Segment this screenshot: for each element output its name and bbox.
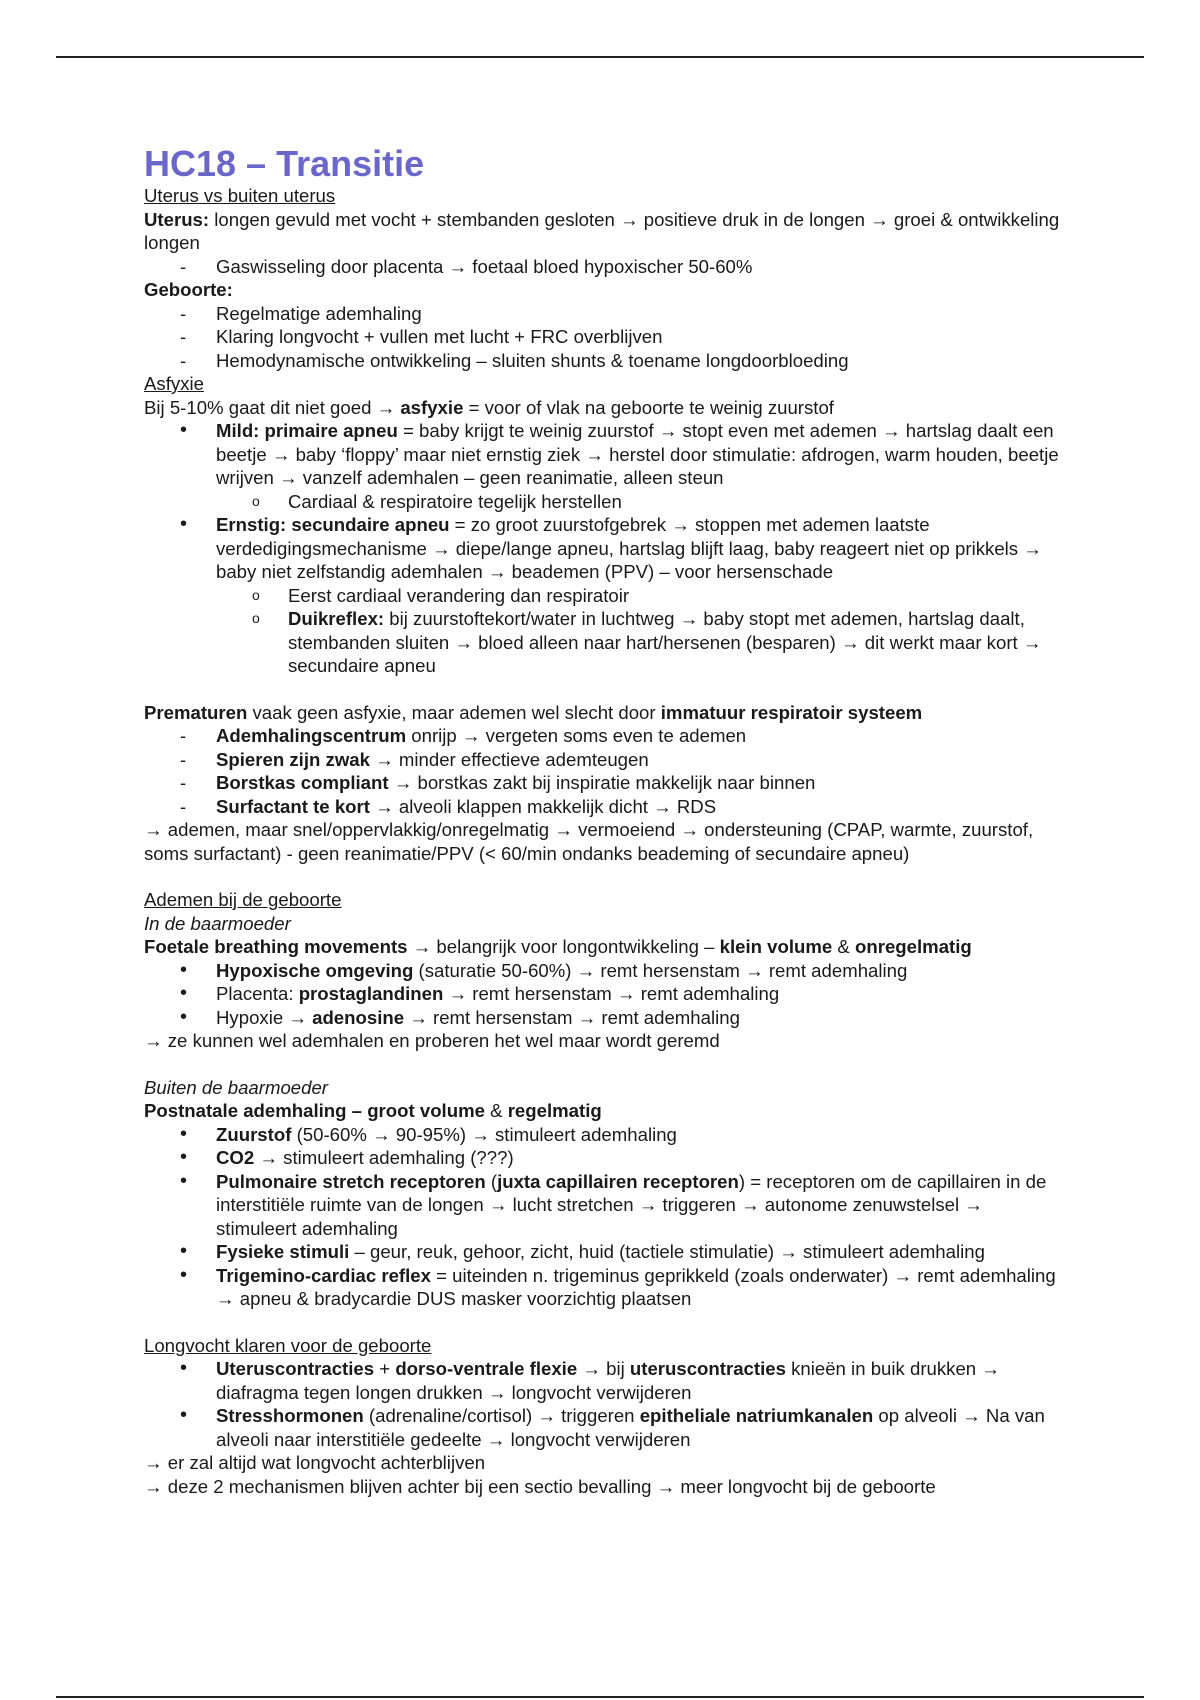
list-item: • Zuurstof (50-60% → 90-95%) → stimuleert ademhaling [144, 1123, 1064, 1147]
sub-list-item: o Cardiaal & respiratoire tegelijk herstellen [144, 490, 1064, 514]
paragraph-postnatale: Postnatale ademhaling – groot volume & regelmatig [144, 1100, 602, 1121]
subheading-in-baarmoeder: In de baarmoeder [144, 912, 291, 934]
list-item: • Stresshormonen (adrenaline/cortisol) → triggeren epitheliale natriumkanalen op alveoli → Na van alveoli naar interstitiële gedeelte → longvocht verwijderen [144, 1404, 1064, 1451]
paragraph-in-baarmoeder-conclusion: → ze kunnen wel ademhalen en proberen het wel maar wordt geremd [144, 1030, 720, 1051]
list-item: • Hypoxie → adenosine → remt hersenstam → remt ademhaling [144, 1006, 1064, 1030]
list-item: - Gaswisseling door placenta → foetaal bloed hypoxischer 50-60% [144, 255, 1064, 279]
paragraph-uterus: Uterus: longen gevuld met vocht + stembanden gesloten → positieve druk in de longen → groei & ontwikkeling longen [144, 208, 1060, 253]
sub-list-item: o Duikreflex: bij zuurstoftekort/water in luchtweg → baby stopt met ademen, hartslag daalt, stembanden sluiten → bloed alleen naar hart/hersenen (besparen) → dit werkt maar kort → secundaire apneu [144, 607, 1064, 678]
header-rule [56, 56, 1144, 58]
sub-list-item: o Eerst cardiaal verandering dan respiratoir [144, 584, 1064, 608]
footer-rule [56, 1696, 1144, 1698]
list-item: • Pulmonaire stretch receptoren (juxta capillairen receptoren) = receptoren om de capillairen in de interstitiële ruimte van de longen → lucht stretchen → triggeren → autonome zenuwstelsel → stimuleert ademhaling [144, 1170, 1064, 1241]
subheading-buiten-baarmoeder: Buiten de baarmoeder [144, 1076, 328, 1098]
section-heading-longvocht: Longvocht klaren voor de geboorte [144, 1334, 432, 1356]
list-item: - Klaring longvocht + vullen met lucht + FRC overblijven [144, 325, 1064, 349]
section-heading-asfyxie: Asfyxie [144, 373, 204, 394]
list-item: - Hemodynamische ontwikkeling – sluiten shunts & toename longdoorbloeding [144, 349, 1064, 373]
list-item: • Placenta: prostaglandinen → remt hersenstam → remt ademhaling [144, 982, 1064, 1006]
list-item: • Uteruscontracties + dorso-ventrale flexie → bij uteruscontracties knieën in buik drukken → diafragma tegen longen drukken → longvocht verwijderen [144, 1357, 1064, 1404]
document-page [144, 142, 1064, 1498]
page-title: HC18 – Transitie [144, 143, 425, 184]
list-item: • CO2 → stimuleert ademhaling (???) [144, 1146, 1064, 1170]
section-heading-ademen: Ademen bij de geboorte [144, 889, 342, 910]
paragraph-longvocht-conclusion-1: → er zal altijd wat longvocht achterblijven [144, 1452, 486, 1473]
list-item: - Borstkas compliant → borstkas zakt bij inspiratie makkelijk naar binnen [144, 771, 1064, 795]
list-item: - Spieren zijn zwak → minder effectieve ademteugen [144, 748, 1064, 772]
paragraph-longvocht-conclusion-2: → deze 2 mechanismen blijven achter bij een sectio bevalling → meer longvocht bij de geboorte [144, 1475, 936, 1497]
section-heading-uterus: Uterus vs buiten uterus [144, 185, 336, 206]
paragraph-prematuren: Prematuren vaak geen asfyxie, maar ademen wel slecht door immatuur respiratoir systeem [144, 701, 923, 723]
list-item: • Hypoxische omgeving (saturatie 50-60%) → remt hersenstam → remt ademhaling [144, 959, 1064, 983]
paragraph-geboorte: Geboorte: [144, 279, 233, 300]
list-item: • Mild: primaire apneu = baby krijgt te weinig zuurstof → stopt even met ademen → hartslag daalt een beetje → baby ‘floppy’ maar niet ernstig ziek → herstel door stimulatie: afdrogen, warm houden, beetje wrijven → vanzelf ademhalen – geen reanimatie, alleen steun [144, 419, 1064, 490]
paragraph-asfyxie-intro: Bij 5-10% gaat dit niet goed → asfyxie = voor of vlak na geboorte te weinig zuurstof [144, 396, 834, 418]
list-item: • Fysieke stimuli – geur, reuk, gehoor, zicht, huid (tactiele stimulatie) → stimuleert ademhaling [144, 1240, 1064, 1264]
list-item: • Ernstig: secundaire apneu = zo groot zuurstofgebrek → stoppen met ademen laatste verdedigingsmechanisme → diepe/lange apneu, hartslag blijft laag, baby reageert niet op prikkels → baby niet zelfstandig ademhalen → beademen (PPV) – voor hersenschade [144, 513, 1064, 584]
list-item: - Ademhalingscentrum onrijp → vergeten soms even te ademen [144, 724, 1064, 748]
paragraph-foetale: Foetale breathing movements → belangrijk voor longontwikkeling – klein volume & onregelmatig [144, 936, 972, 957]
list-item: - Surfactant te kort → alveoli klappen makkelijk dicht → RDS [144, 795, 1064, 819]
list-item: • Trigemino-cardiac reflex = uiteinden n. trigeminus geprikkeld (zoals onderwater) → remt ademhaling → apneu & bradycardie DUS masker voorzichtig plaatsen [144, 1264, 1064, 1311]
list-item: - Regelmatige ademhaling [144, 302, 1064, 326]
paragraph-prematuren-conclusion: → ademen, maar snel/oppervlakkig/onregelmatig → vermoeiend → ondersteuning (CPAP, warmte, zuurstof, soms surfactant) - geen reanimatie/PPV (< 60/min ondanks beademing of secundaire apneu) [144, 819, 1034, 864]
